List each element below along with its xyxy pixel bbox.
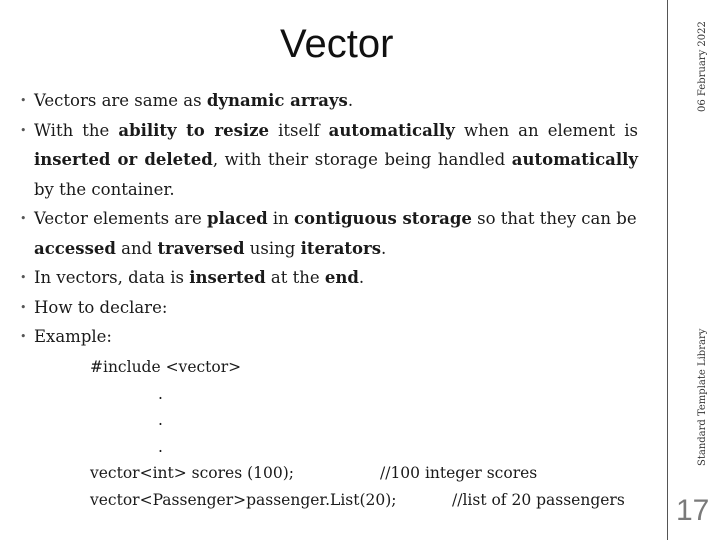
- text-run: and: [115, 238, 158, 258]
- bullet-item: [18, 322, 638, 352]
- bold-text: placed: [207, 209, 268, 228]
- bullet-item: [18, 293, 638, 323]
- text-run: How to declare:: [34, 297, 168, 317]
- code-ellipsis-dot: .: [158, 384, 163, 403]
- bold-text: dynamic arrays: [206, 91, 348, 110]
- bullet-list: [18, 86, 638, 352]
- text-run: so that they can be: [471, 209, 637, 228]
- text-run: by the container.: [34, 179, 175, 199]
- code-comment: //list of 20 passengers: [452, 490, 625, 509]
- bold-text: ability to resize: [118, 120, 269, 140]
- side-library-label: Standard Template Library: [697, 328, 708, 466]
- code-line-passenger: [90, 487, 625, 514]
- text-run: With the: [34, 120, 119, 140]
- text-run: Vectors are same as: [34, 91, 207, 110]
- page-number: 17: [676, 494, 710, 527]
- bold-text: inserted: [189, 268, 266, 287]
- code-include: #include <vector>: [90, 358, 242, 376]
- bold-text: end: [324, 268, 359, 287]
- bold-text: automatically: [328, 120, 455, 140]
- vertical-divider: [667, 0, 668, 540]
- code-ellipsis-dot: .: [158, 437, 163, 456]
- bullet-item: [18, 204, 638, 263]
- code-comment: //100 integer scores: [380, 464, 538, 482]
- bold-text: traversed: [157, 238, 245, 258]
- bold-text: inserted or deleted: [34, 150, 213, 169]
- bold-text: accessed: [34, 238, 116, 258]
- slide-title: Vector: [280, 22, 394, 66]
- bullet-item: [18, 263, 638, 293]
- text-run: at the: [265, 268, 325, 287]
- bold-text: contiguous storage: [294, 209, 472, 228]
- text-run: using: [244, 238, 301, 258]
- text-run: itself: [269, 120, 329, 140]
- code-line-scores: [90, 460, 538, 487]
- text-run: In vectors, data is: [34, 268, 190, 287]
- text-run: in: [267, 209, 295, 228]
- text-run: , with their storage being handled: [212, 150, 512, 169]
- text-run: Vector elements are: [34, 209, 208, 228]
- bold-text: iterators: [300, 238, 381, 258]
- bold-text: automatically: [511, 150, 638, 169]
- code-example: [90, 354, 625, 513]
- text-run: .: [381, 238, 387, 258]
- text-run: when an element is: [454, 120, 638, 140]
- text-run: .: [358, 268, 365, 287]
- code-ellipsis-dot: .: [158, 411, 163, 429]
- code-statement: vector<int> scores (100);: [90, 464, 294, 482]
- text-run: .: [347, 91, 354, 110]
- text-run: Example:: [34, 327, 112, 346]
- bullet-item: [18, 86, 638, 116]
- code-statement: vector<Passenger>passenger.List(20);: [90, 490, 397, 509]
- bullet-item: [18, 116, 638, 205]
- side-date: 06 February 2022: [697, 21, 708, 112]
